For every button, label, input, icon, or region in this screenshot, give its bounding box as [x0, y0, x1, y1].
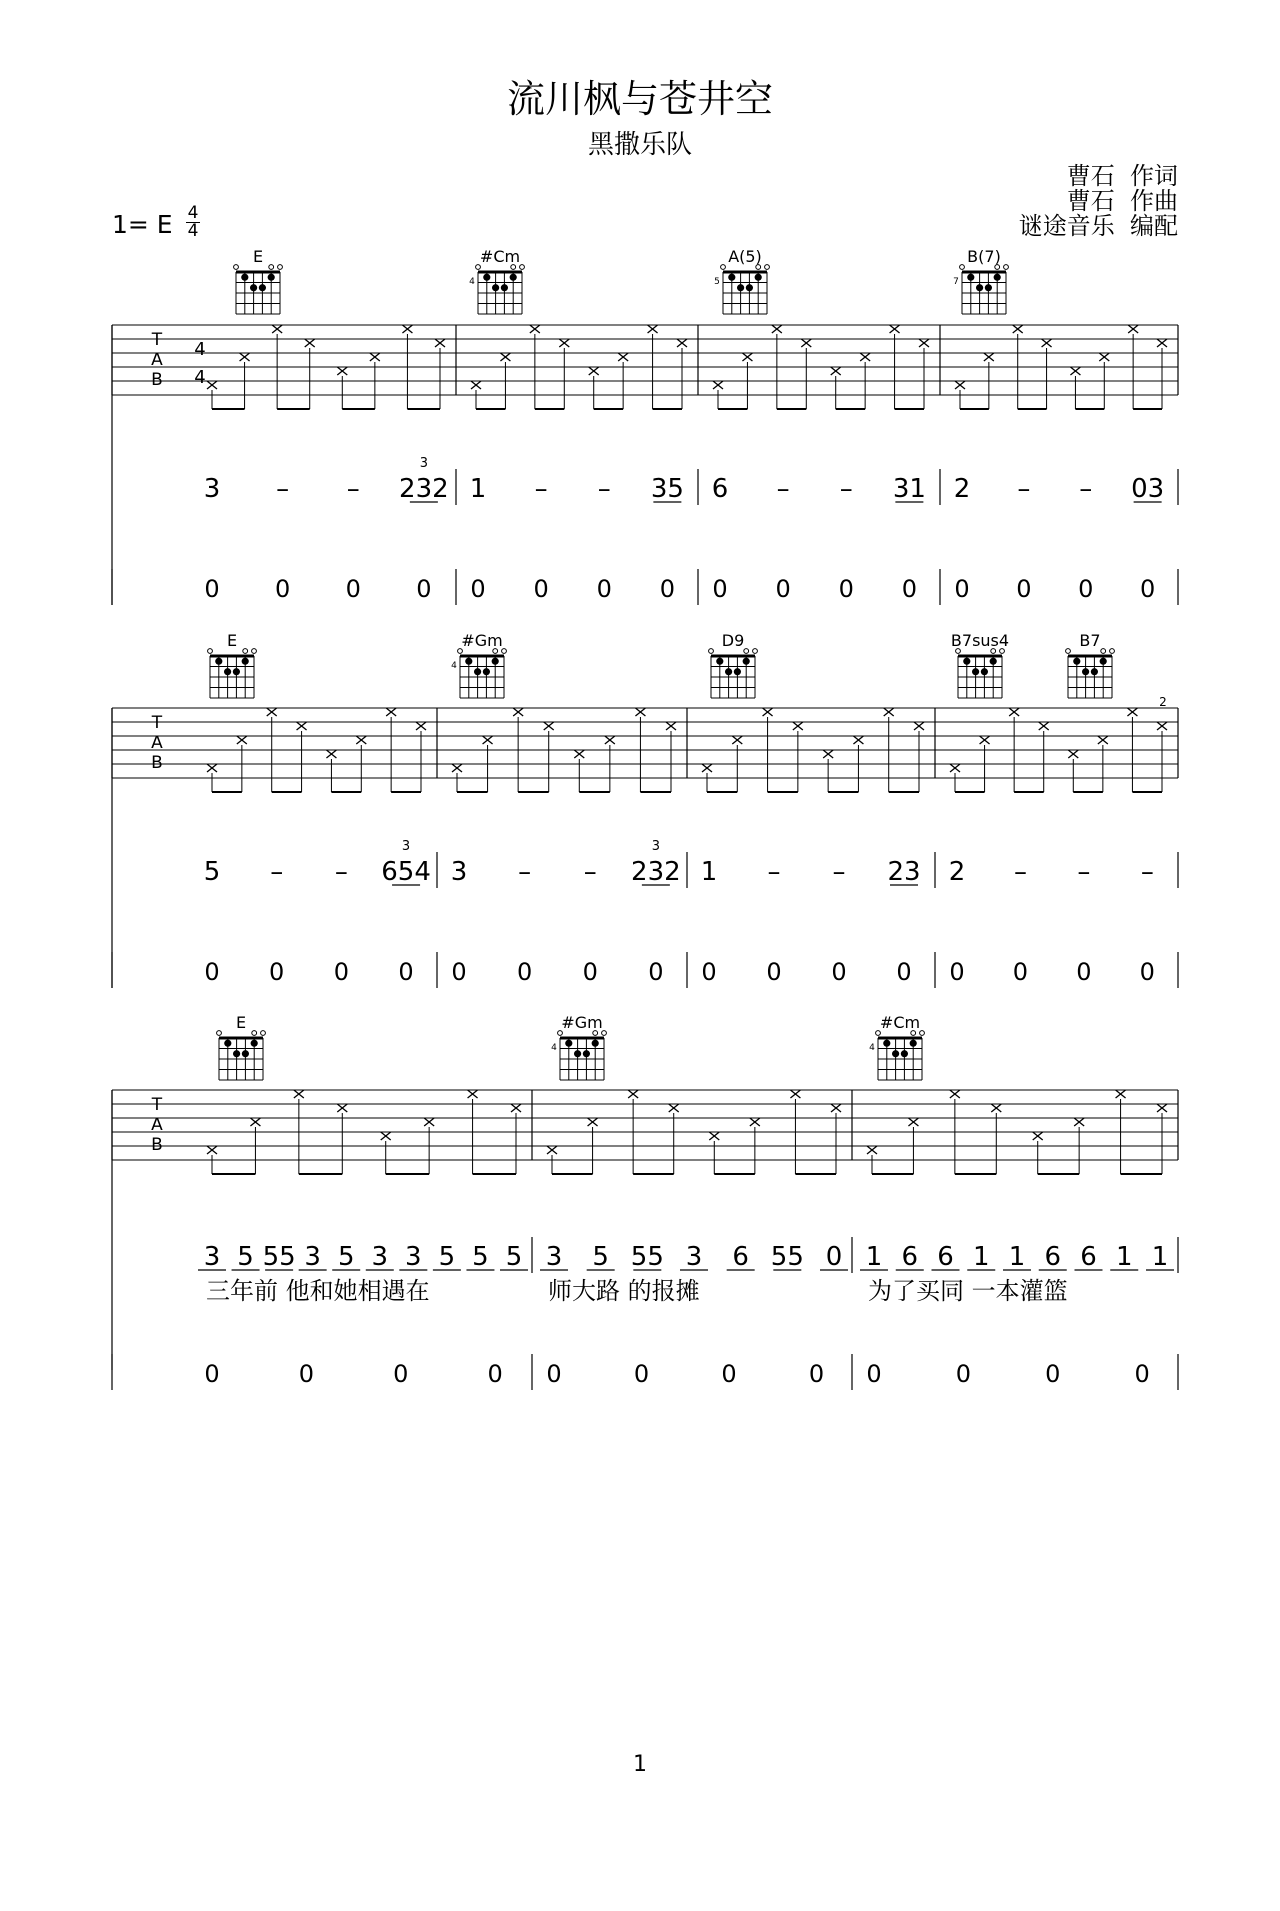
- chord-dot: [967, 274, 974, 281]
- jianpu-note: 31: [892, 474, 926, 504]
- jianpu-note: 3: [371, 1242, 389, 1272]
- jianpu-note: 3: [203, 1242, 221, 1272]
- bass-rest: 0: [901, 575, 918, 603]
- chord-dot: [565, 1040, 572, 1047]
- chord-diagram: [709, 631, 758, 698]
- chord-dot: [501, 284, 508, 291]
- chord-dot: [242, 658, 249, 665]
- chord-dot: [268, 274, 275, 281]
- chord-diagram: [1066, 631, 1115, 698]
- chord-name: E: [235, 1013, 247, 1032]
- jianpu-note: –: [583, 857, 597, 887]
- tab-clef-letter: A: [151, 733, 163, 753]
- chord-dot: [224, 668, 231, 675]
- chord-name: B7sus4: [950, 631, 1010, 650]
- jianpu-note: 3: [685, 1242, 703, 1272]
- bass-rest: 0: [808, 1360, 825, 1388]
- jianpu-note: 55: [770, 1242, 804, 1272]
- bass-rest: 0: [648, 958, 664, 986]
- chord-diagram: [951, 631, 1009, 698]
- open-string-mark: [234, 265, 239, 270]
- open-string-mark: [765, 265, 770, 270]
- jianpu-note: 2: [948, 857, 966, 887]
- time-sig-denominator: 4: [187, 221, 199, 241]
- bass-rest: 0: [596, 575, 612, 603]
- chord-dot: [734, 668, 741, 675]
- chord-fret-number: 5: [714, 277, 720, 287]
- bass-rest: 0: [701, 958, 717, 986]
- chord-dot: [743, 658, 750, 665]
- chord-dot: [963, 658, 970, 665]
- jianpu-note: –: [1017, 474, 1031, 504]
- chord-dot: [985, 284, 992, 291]
- chord-dot: [737, 284, 744, 291]
- open-string-mark: [502, 649, 507, 654]
- chord-dot: [994, 274, 1001, 281]
- chord-dot: [990, 658, 997, 665]
- tab-clef-letter: T: [151, 1095, 163, 1115]
- jianpu-note: 3: [304, 1242, 321, 1272]
- chord-diagram: [469, 247, 524, 314]
- bass-rest: 0: [1045, 1360, 1061, 1388]
- chord-dot: [910, 1040, 917, 1047]
- bass-rest: 0: [204, 958, 220, 986]
- jianpu-note: –: [346, 474, 360, 504]
- chord-fret-number: 7: [953, 277, 959, 287]
- jianpu-note: 3: [405, 1242, 422, 1272]
- bass-rest: 0: [345, 575, 361, 603]
- jianpu-note: 2: [953, 474, 971, 504]
- chord-dot: [465, 658, 472, 665]
- bass-rest: 0: [659, 575, 676, 603]
- system-3: [112, 1013, 1178, 1390]
- open-string-mark: [1101, 649, 1106, 654]
- chord-diagram: [234, 247, 283, 314]
- song-title: 流川枫与苍井空: [506, 77, 773, 121]
- open-string-mark: [458, 649, 463, 654]
- jianpu-note: –: [767, 857, 781, 887]
- jianpu-note: 654: [381, 857, 431, 887]
- bass-rest: 0: [1016, 575, 1032, 603]
- open-string-mark: [217, 1031, 222, 1036]
- bass-rest: 0: [1134, 1360, 1150, 1388]
- bass-rest: 0: [712, 575, 728, 603]
- chord-dot: [574, 1050, 581, 1057]
- jianpu-note: –: [518, 857, 532, 887]
- jianpu-note: –: [1079, 474, 1093, 504]
- credit-music: 曹石 作曲: [1066, 187, 1178, 215]
- bass-rest: 0: [766, 958, 782, 986]
- song-artist: 黑撒乐队: [587, 130, 692, 160]
- chord-dot: [728, 274, 735, 281]
- open-string-mark: [1004, 265, 1009, 270]
- bass-rest: 0: [398, 958, 414, 986]
- lyrics-line: 三年前 他和她相遇在: [206, 1277, 430, 1305]
- jianpu-note: 3: [203, 474, 221, 504]
- chord-dot: [510, 274, 517, 281]
- chord-dot: [483, 668, 490, 675]
- open-string-mark: [520, 265, 525, 270]
- chord-dot: [1100, 658, 1107, 665]
- jianpu-note: 03: [1131, 474, 1165, 504]
- jianpu-note: 6: [732, 1242, 749, 1272]
- open-string-mark: [243, 649, 248, 654]
- chord-name: B(7): [967, 247, 1001, 266]
- chord-name: #Cm: [879, 1013, 921, 1032]
- jianpu-note: 5: [337, 1242, 355, 1272]
- triplet-mark: 3: [401, 839, 411, 854]
- bass-rest: 0: [298, 1360, 315, 1388]
- jianpu-note: 6: [1080, 1242, 1097, 1272]
- jianpu-note: 5: [592, 1242, 609, 1272]
- lyrics-line: 师大路 的报摊: [548, 1277, 700, 1305]
- bass-rest: 0: [546, 1360, 562, 1388]
- bass-rest: 0: [204, 1360, 220, 1388]
- open-string-mark: [208, 649, 213, 654]
- jianpu-note: –: [276, 474, 290, 504]
- time-sig-numerator: 4: [187, 203, 199, 223]
- chord-dot: [746, 284, 753, 291]
- jianpu-note: –: [597, 474, 611, 504]
- bass-rest: 0: [393, 1360, 409, 1388]
- jianpu-note: 6: [901, 1242, 919, 1272]
- credit-lyrics: 曹石 作词: [1066, 162, 1178, 190]
- chord-dot: [241, 274, 248, 281]
- tab-clef-letter: T: [151, 330, 163, 350]
- jianpu-note: 232: [399, 474, 449, 504]
- jianpu-note: 3: [545, 1242, 563, 1272]
- credit-arranger: 谜途音乐 编配: [1018, 212, 1178, 240]
- jianpu-note: 5: [203, 857, 221, 887]
- chord-diagram: [208, 631, 257, 698]
- jianpu-note: –: [1077, 857, 1091, 887]
- lyrics-line: 为了买同 一本灌篮: [868, 1277, 1068, 1305]
- chord-dot: [233, 668, 240, 675]
- chord-diagram: [451, 631, 506, 698]
- key-signature: 1= E: [112, 210, 173, 239]
- jianpu-note: 1: [1151, 1242, 1169, 1272]
- triplet-mark: 3: [651, 839, 661, 854]
- bass-rest: 0: [949, 958, 965, 986]
- tab-time-den: 4: [194, 367, 206, 388]
- chord-fret-number: 4: [869, 1043, 875, 1053]
- jianpu-note: –: [1013, 857, 1027, 887]
- bass-rest: 0: [470, 575, 486, 603]
- bass-rest: 0: [451, 958, 467, 986]
- bass-rest: 0: [775, 575, 791, 603]
- jianpu-note: 1: [972, 1242, 990, 1272]
- chord-dot: [242, 1050, 249, 1057]
- tab-clef-letter: B: [151, 370, 163, 390]
- chord-dot: [972, 668, 979, 675]
- bass-rest: 0: [838, 575, 854, 603]
- chord-name: D9: [721, 631, 745, 650]
- bass-rest: 0: [204, 575, 220, 603]
- chord-name: E: [252, 247, 264, 266]
- chord-dot: [259, 284, 266, 291]
- jianpu-note: 23: [887, 857, 921, 887]
- jianpu-note: –: [776, 474, 790, 504]
- chord-dot: [725, 668, 732, 675]
- chord-diagram: [217, 1013, 266, 1080]
- chord-dot: [883, 1040, 890, 1047]
- open-string-mark: [876, 1031, 881, 1036]
- open-string-mark: [960, 265, 965, 270]
- chord-dot: [1082, 668, 1089, 675]
- open-string-mark: [709, 649, 714, 654]
- chord-dot: [215, 658, 222, 665]
- system-2: [112, 631, 1178, 988]
- jianpu-note: 6: [711, 474, 729, 504]
- chord-fret-number: 4: [451, 661, 457, 671]
- open-string-mark: [278, 265, 283, 270]
- chord-dot: [250, 284, 257, 291]
- bass-rest: 0: [866, 1360, 882, 1388]
- bass-rest: 0: [516, 958, 533, 986]
- bass-rest: 0: [721, 1360, 737, 1388]
- chord-dot: [1091, 668, 1098, 675]
- chord-dot: [233, 1050, 240, 1057]
- open-string-mark: [920, 1031, 925, 1036]
- jianpu-note: 5: [505, 1242, 523, 1272]
- chord-diagram: [953, 247, 1008, 314]
- chord-name: #Gm: [461, 631, 503, 650]
- chord-dot: [492, 658, 499, 665]
- page-number: 1: [633, 1752, 647, 1777]
- open-string-mark: [602, 1031, 607, 1036]
- bass-rest: 0: [1078, 575, 1094, 603]
- bass-rest: 0: [582, 958, 598, 986]
- bass-rest: 0: [487, 1360, 503, 1388]
- bass-rest: 0: [1076, 958, 1092, 986]
- bass-rest: 0: [831, 958, 847, 986]
- tab-clef-letter: B: [151, 1135, 163, 1155]
- chord-dot: [474, 668, 481, 675]
- jianpu-note: 55: [630, 1242, 664, 1272]
- jianpu-note: –: [534, 474, 548, 504]
- jianpu-note: 1: [700, 857, 718, 887]
- jianpu-note: –: [334, 857, 348, 887]
- open-string-mark: [1110, 649, 1115, 654]
- chord-dot: [976, 284, 983, 291]
- jianpu-note: 35: [650, 474, 684, 504]
- bass-rest: 0: [896, 958, 912, 986]
- bass-rest: 0: [1139, 575, 1156, 603]
- open-string-mark: [252, 649, 257, 654]
- jianpu-note: 1: [1115, 1242, 1133, 1272]
- tab-clef-letter: A: [151, 350, 163, 370]
- jianpu-note: 6: [937, 1242, 954, 1272]
- bass-rest: 0: [1139, 958, 1155, 986]
- bass-rest: 0: [954, 575, 970, 603]
- tab-time-num: 4: [194, 339, 206, 360]
- jianpu-note: 6: [1044, 1242, 1062, 1272]
- chord-dot: [716, 658, 723, 665]
- chord-diagram: [551, 1013, 606, 1080]
- jianpu-note: 5: [472, 1242, 489, 1272]
- chord-dot: [901, 1050, 908, 1057]
- tab-clef-letter: T: [151, 713, 163, 733]
- chord-name: #Gm: [561, 1013, 603, 1032]
- bass-rest: 0: [1012, 958, 1029, 986]
- bass-rest: 0: [533, 575, 549, 603]
- open-string-mark: [1066, 649, 1071, 654]
- bass-rest: 0: [274, 575, 291, 603]
- chord-dot: [251, 1040, 258, 1047]
- open-string-mark: [476, 265, 481, 270]
- jianpu-note: –: [832, 857, 846, 887]
- open-string-mark: [721, 265, 726, 270]
- open-string-mark: [753, 649, 758, 654]
- chord-name: A(5): [728, 247, 762, 266]
- chord-dot: [981, 668, 988, 675]
- chord-dot: [483, 274, 490, 281]
- bass-rest: 0: [269, 958, 285, 986]
- jianpu-note: 55: [262, 1242, 296, 1272]
- chord-fret-number: 4: [469, 277, 475, 287]
- jianpu-note: –: [1140, 857, 1154, 887]
- chord-dot: [755, 274, 762, 281]
- tab-fret-number: 2: [1159, 695, 1167, 709]
- jianpu-note: 1: [1008, 1242, 1026, 1272]
- open-string-mark: [744, 649, 749, 654]
- chord-dot: [892, 1050, 899, 1057]
- jianpu-note: 3: [450, 857, 468, 887]
- tab-clef-letter: B: [151, 753, 163, 773]
- jianpu-note: –: [270, 857, 284, 887]
- chord-name: #Cm: [479, 247, 521, 266]
- chord-dot: [224, 1040, 231, 1047]
- jianpu-note: 0: [825, 1242, 843, 1272]
- bass-rest: 0: [955, 1360, 972, 1388]
- system-1: [112, 247, 1178, 605]
- open-string-mark: [252, 1031, 257, 1036]
- bass-rest: 0: [633, 1360, 650, 1388]
- open-string-mark: [558, 1031, 563, 1036]
- jianpu-note: 1: [865, 1242, 883, 1272]
- jianpu-note: –: [839, 474, 853, 504]
- chord-fret-number: 4: [551, 1043, 557, 1053]
- chord-diagram: [714, 247, 769, 314]
- chord-dot: [1073, 658, 1080, 665]
- triplet-mark: 3: [419, 456, 429, 471]
- chord-diagram: [869, 1013, 924, 1080]
- jianpu-note: 5: [438, 1242, 456, 1272]
- chord-name: E: [226, 631, 238, 650]
- chord-dot: [583, 1050, 590, 1057]
- bass-rest: 0: [416, 575, 432, 603]
- jianpu-note: 232: [631, 857, 681, 887]
- jianpu-note: 5: [237, 1242, 254, 1272]
- chord-dot: [492, 284, 499, 291]
- open-string-mark: [269, 265, 274, 270]
- chord-name: B7: [1079, 631, 1101, 650]
- open-string-mark: [261, 1031, 266, 1036]
- tab-clef-letter: A: [151, 1115, 163, 1135]
- chord-dot: [592, 1040, 599, 1047]
- jianpu-note: 1: [469, 474, 487, 504]
- bass-rest: 0: [333, 958, 350, 986]
